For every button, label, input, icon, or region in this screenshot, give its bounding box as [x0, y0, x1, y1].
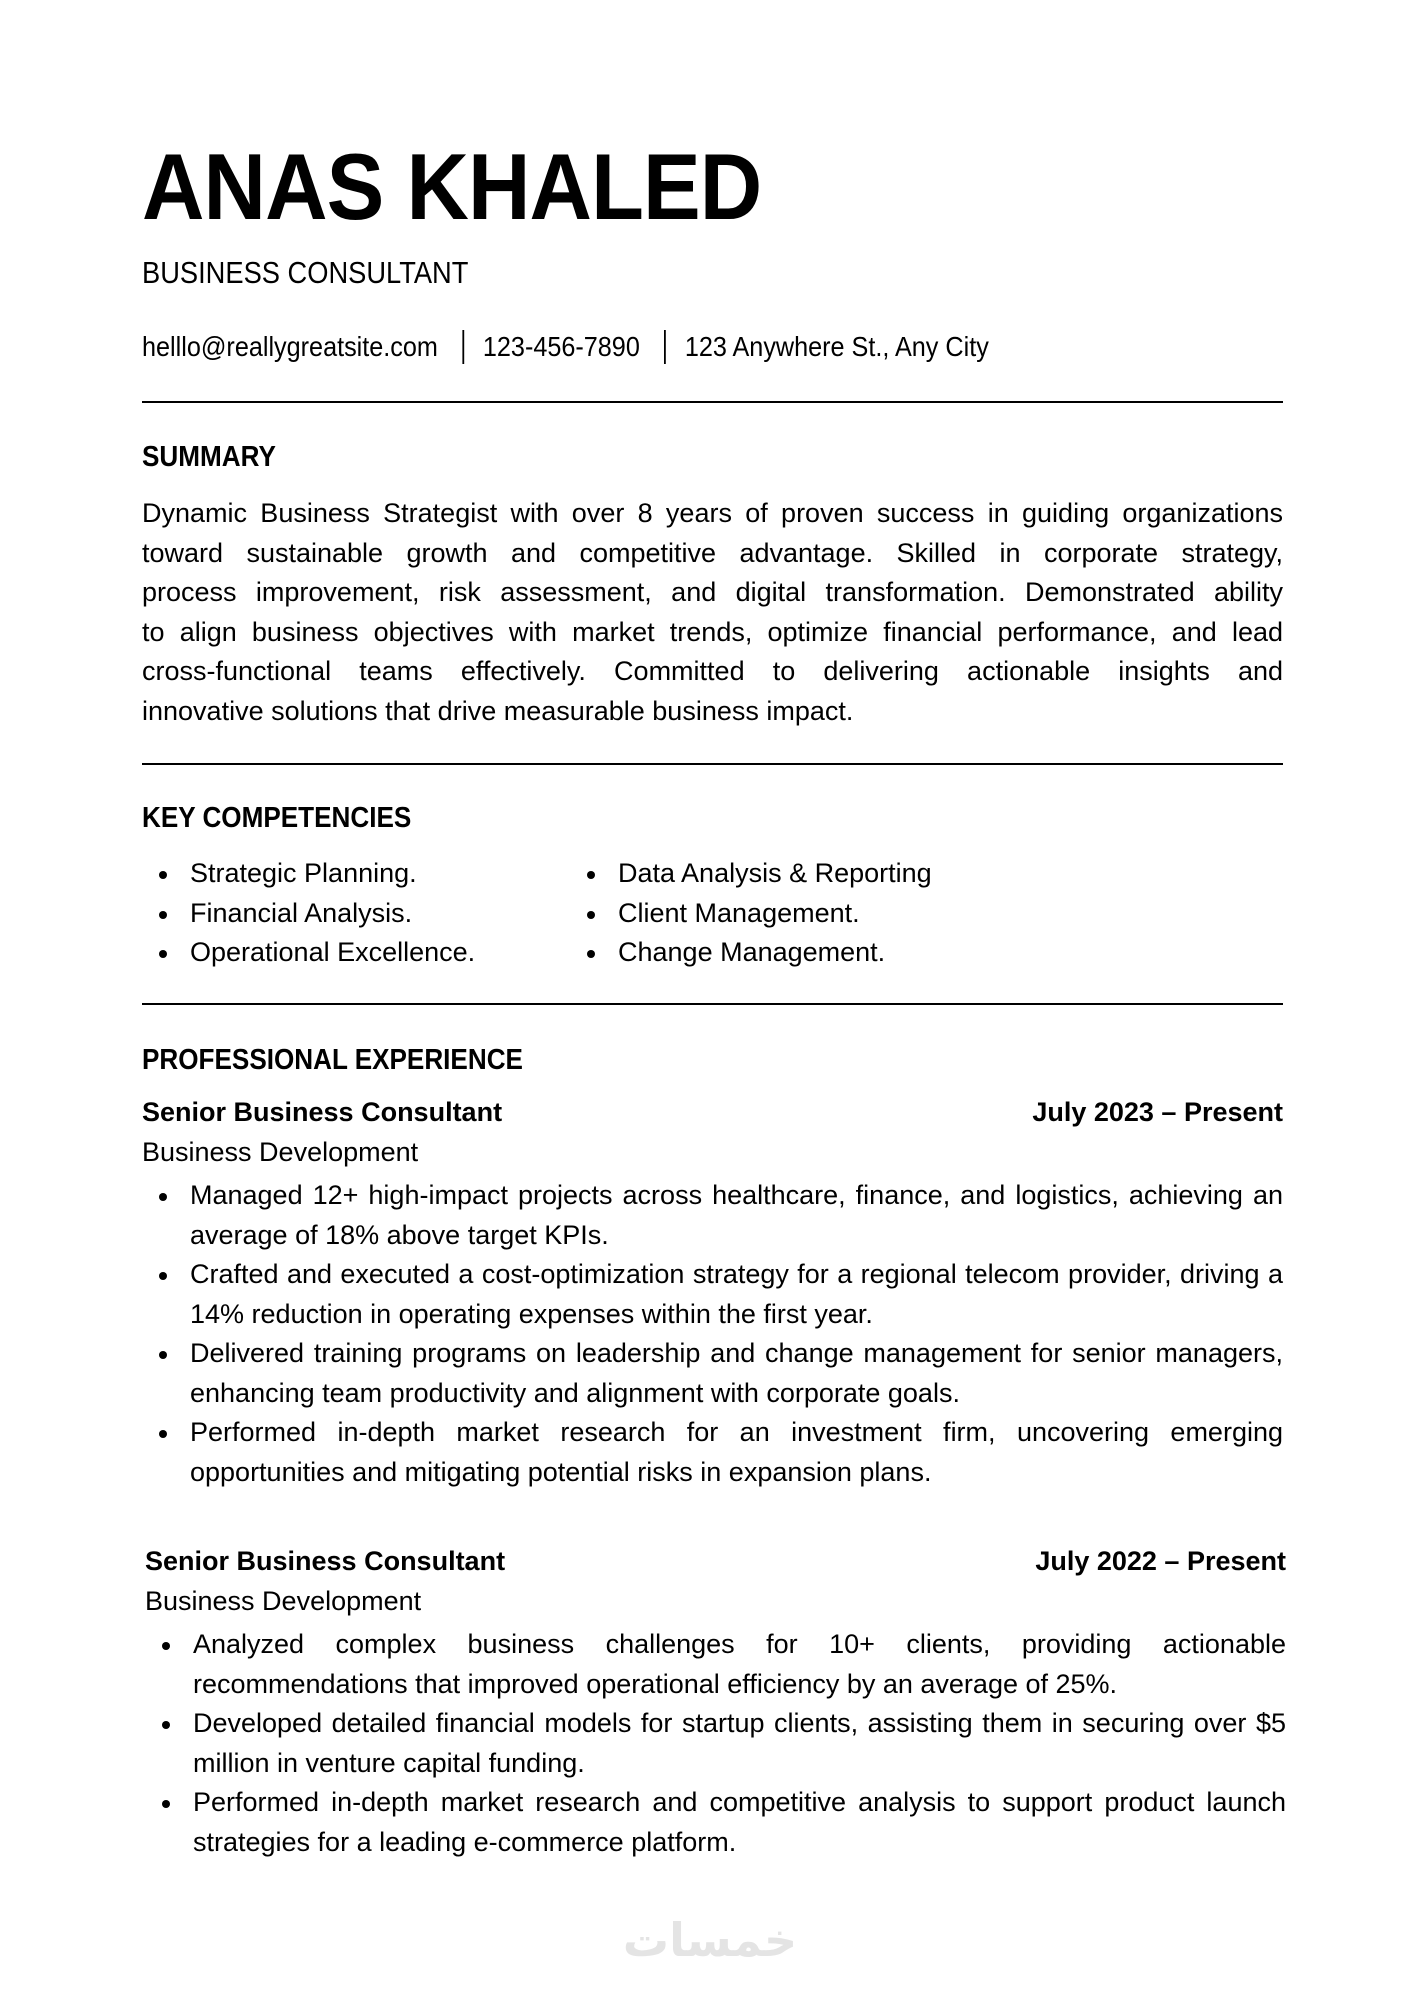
- job-department: Business Development: [142, 1137, 419, 1167]
- job-header: [145, 1541, 1286, 1581]
- job-bullet: Developed detailed financial models for startup clients, assisting them in securing over $5 million in venture capital funding.: [145, 1704, 1286, 1783]
- candidate-role: BUSINESS CONSULTANT: [142, 255, 469, 290]
- job-bullet: Delivered training programs on leadership and change management for senior managers, enhancing team productivity and alignment with corporate goals.: [142, 1334, 1283, 1413]
- job-bullets: [142, 1176, 1283, 1492]
- divider: [142, 1003, 1283, 1005]
- job-department: Business Development: [145, 1586, 422, 1616]
- competencies-column-2: [570, 854, 932, 973]
- competency-item: Data Analysis & Reporting: [570, 854, 932, 894]
- job-bullet: Performed in-depth market research and competitive analysis to support product launch strategies for a leading e-commerce platform.: [145, 1783, 1286, 1862]
- summary-line: Dynamic Business Strategist with over 8 years of proven success in guiding organizations: [142, 498, 1283, 528]
- competency-item: Financial Analysis.: [142, 894, 475, 934]
- contact-separator: [664, 330, 666, 364]
- summary-text: [142, 494, 1283, 731]
- candidate-name: ANAS KHALED: [142, 134, 762, 239]
- job-bullet: Crafted and executed a cost-optimization strategy for a regional telecom provider, driving a 14% reduction in operating expenses within the first year.: [142, 1255, 1283, 1334]
- summary-line: cross-functional teams effectively. Committed to delivering actionable insights and: [142, 656, 1283, 686]
- divider: [142, 401, 1283, 403]
- khamsat-watermark-logo: خمسات: [622, 1913, 798, 1967]
- job-dates: July 2022 – Present: [1035, 1546, 1286, 1576]
- contact-address: 123 Anywhere St., Any City: [684, 331, 989, 362]
- job-title: Senior Business Consultant: [145, 1546, 506, 1576]
- job-entry: [142, 1092, 1283, 1492]
- job-bullet: Performed in-depth market research for an investment firm, uncovering emerging opportunities and mitigating potential risks in expansion plans.: [142, 1413, 1283, 1492]
- competency-item: Strategic Planning.: [142, 854, 475, 894]
- job-title: Senior Business Consultant: [142, 1097, 503, 1127]
- contact-line: [142, 330, 989, 364]
- contact-separator: [462, 330, 464, 364]
- job-bullets: [145, 1625, 1286, 1862]
- competencies-heading: KEY COMPETENCIES: [142, 802, 412, 834]
- contact-email: helllo@reallygreatsite.com: [142, 331, 438, 362]
- competency-item: Client Management.: [570, 894, 932, 934]
- job-entry: [145, 1541, 1286, 1862]
- job-dates: July 2023 – Present: [1032, 1097, 1283, 1127]
- summary-line: process improvement, risk assessment, and digital transformation. Demonstrated ability: [142, 577, 1283, 607]
- divider: [142, 763, 1283, 765]
- summary-line: to align business objectives with market trends, optimize financial performance, and lead: [142, 616, 1283, 647]
- job-bullet: Analyzed complex business challenges for 10+ clients, providing actionable recommendations that improved operational efficiency by an average of 25%.: [145, 1625, 1286, 1704]
- competency-item: Change Management.: [570, 933, 932, 973]
- job-bullet: Managed 12+ high-impact projects across healthcare, finance, and logistics, achieving an average of 18% above target KPIs.: [142, 1176, 1283, 1255]
- job-header: [142, 1092, 1283, 1132]
- experience-heading: PROFESSIONAL EXPERIENCE: [142, 1044, 523, 1076]
- competency-item: Operational Excellence.: [142, 933, 475, 973]
- summary-heading: SUMMARY: [142, 441, 276, 473]
- summary-line: innovative solutions that drive measurable business impact.: [142, 695, 854, 726]
- competencies-column-1: [142, 854, 475, 973]
- summary-line: toward sustainable growth and competitive advantage. Skilled in corporate strategy,: [142, 537, 1283, 568]
- contact-phone: 123-456-7890: [482, 331, 640, 362]
